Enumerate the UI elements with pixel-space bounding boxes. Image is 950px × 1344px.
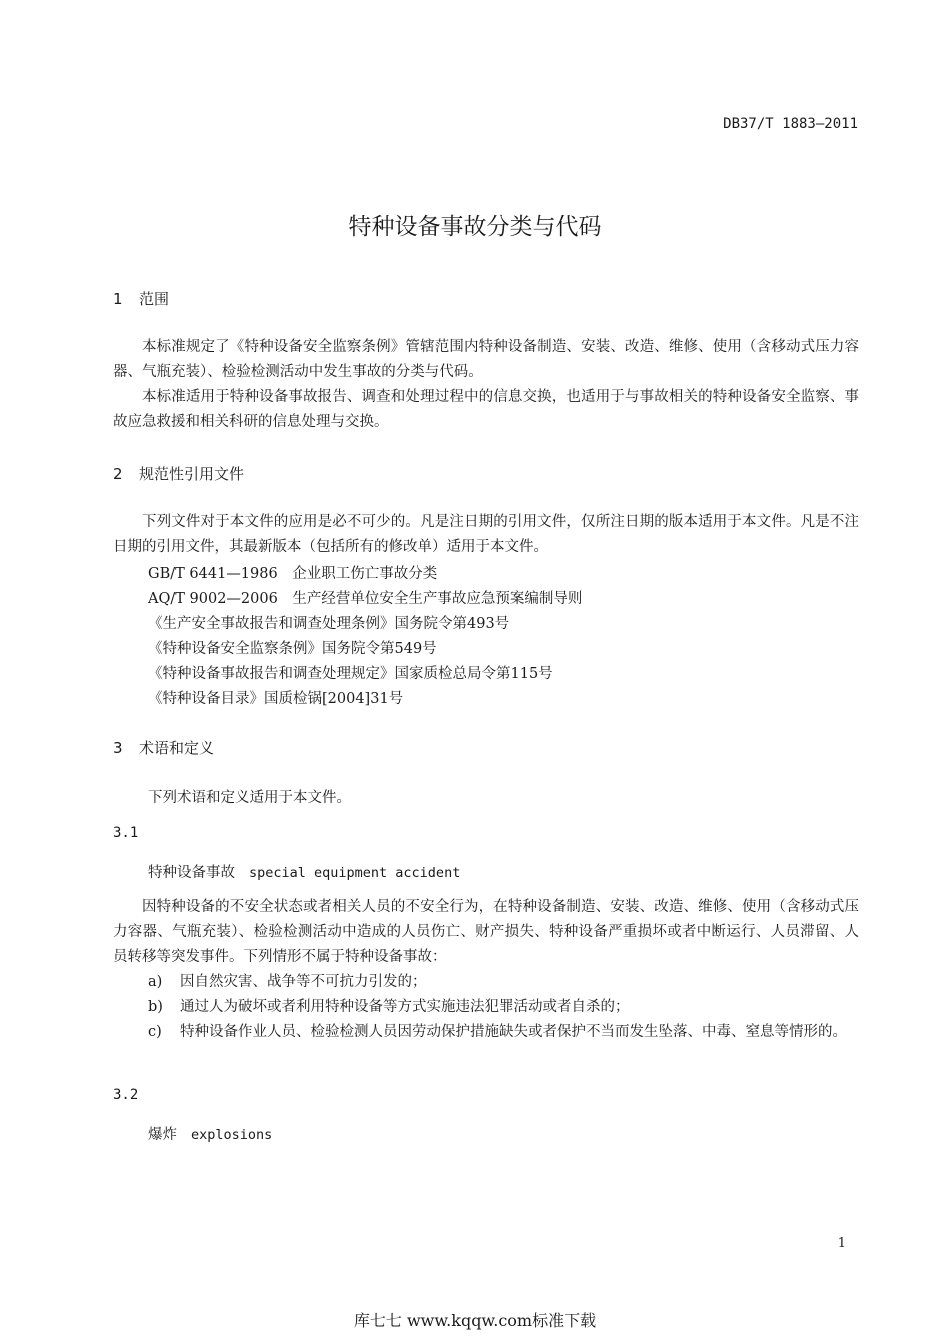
term-3-1-definition: 因特种设备的不安全状态或者相关人员的不安全行为，在特种设备制造、安装、改造、维修、使用（含移动式压力容器、气瓶充装）、检验检测活动中造成的人员伤亡、财产损失、特种设备严重损坏或者中断运行、人员滞留、人员转移等突发事件。下列情形不属于特种设备事故：: [113, 899, 859, 965]
section-number: 2: [113, 465, 123, 483]
reference-item: 《特种设备事故报告和调查处理规定》国家质检总局令第115号: [148, 666, 553, 682]
list-marker: c): [148, 1024, 162, 1040]
section-title: 规范性引用文件: [139, 465, 245, 483]
section-3-intro: 下列术语和定义适用于本文件。: [148, 790, 351, 806]
reference-item: 《特种设备目录》国质检锅[2004]31号: [148, 691, 404, 707]
section-title: 术语和定义: [139, 739, 215, 757]
section-title: 范围: [139, 290, 170, 308]
exclusion-item: [148, 1020, 860, 1045]
standard-code: DB37/T 1883—2011: [723, 116, 858, 132]
term-3-2-number: 3.2: [113, 1087, 139, 1103]
term-en: explosions: [191, 1127, 273, 1143]
list-marker: a): [148, 974, 163, 990]
term-3-1-number: 3.1: [113, 825, 139, 841]
page-number: 1: [837, 1236, 846, 1251]
section-2-heading: [113, 463, 244, 484]
section-number: 3: [113, 739, 123, 757]
term-3-2-title: [148, 1123, 272, 1144]
reference-item: 《特种设备安全监察条例》国务院令第549号: [148, 641, 437, 657]
section-1-heading: [113, 288, 169, 309]
reference-item: 《生产安全事故报告和调查处理条例》国务院令第493号: [148, 616, 510, 632]
section-2-intro: 下列文件对于本文件的应用是必不可少的。凡是注日期的引用文件，仅所注日期的版本适用于本文件。凡是不注日期的引用文件，其最新版本（包括所有的修改单）适用于本文件。: [113, 514, 859, 555]
list-text: 因自然灾害、战争等不可抗力引发的；: [180, 974, 427, 990]
reference-item: GB/T 6441—1986 企业职工伤亡事故分类: [148, 566, 438, 582]
reference-item: AQ/T 9002—2006 生产经营单位安全生产事故应急预案编制导则: [148, 591, 583, 607]
section-number: 1: [113, 290, 123, 308]
section-3-heading: [113, 737, 214, 758]
list-marker: b): [148, 999, 163, 1015]
section-1-paragraph-2: 本标准适用于特种设备事故报告、调查和处理过程中的信息交换，也适用于与事故相关的特种设备安全监察、事故应急救援和相关科研的信息处理与交换。: [113, 389, 859, 430]
document-title: 特种设备事故分类与代码: [348, 214, 602, 240]
list-text: 特种设备作业人员、检验检测人员因劳动保护措施缺失或者保护不当而发生坠落、中毒、窒息等情形的。: [180, 1024, 847, 1040]
term-zh: 特种设备事故: [148, 865, 235, 881]
term-en: special equipment accident: [249, 865, 461, 881]
exclusion-item: [148, 970, 860, 995]
list-text: 通过人为破坏或者利用特种设备等方式实施违法犯罪活动或者自杀的；: [180, 999, 630, 1015]
footer-watermark: 库七七 www.kqqw.com标准下载: [353, 1311, 597, 1330]
exclusion-item: [148, 995, 860, 1020]
term-3-1-title: [148, 861, 460, 882]
section-1-paragraph-1: 本标准规定了《特种设备安全监察条例》管辖范围内特种设备制造、安装、改造、维修、使用（含移动式压力容器、气瓶充装）、检验检测活动中发生事故的分类与代码。: [113, 339, 859, 380]
term-zh: 爆炸: [148, 1127, 177, 1143]
